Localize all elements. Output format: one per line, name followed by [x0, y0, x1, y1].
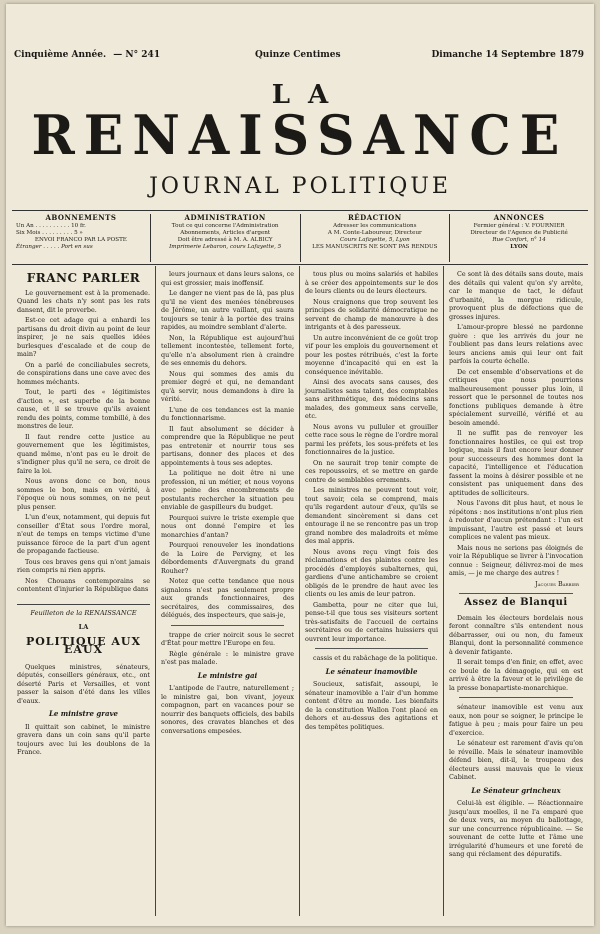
paragraph: sénateur inamovible est venu aux eaux, non pour se soigner, le principe le fatigue à peu ; mais pour faire un peu d'exercice. — [449, 703, 583, 737]
box-abonnements — [12, 214, 151, 262]
paragraph: La politique ne doit être ni une profession, ni un métier, et nous voyons avec peine des encombrements de postulants rechercher la situation peu enviable de gaspilleurs du budget. — [161, 469, 294, 511]
paragraph: Soucieux, satisfait, assoupi, le sénateur inamovible a l'air d'un homme content d'être au monde. Les bienfaits de la constitution Wallon l'ont placé en dehors et au-dessus des agitations et des tempêtes politiques. — [305, 680, 438, 731]
paragraph: tous plus ou moins salariés et habiles à se créer des appointements sur le dos de leurs clients ou de leurs électeurs. — [305, 270, 438, 295]
paragraph: Nous l'avons dit plus haut, et nous le répétons : nos institutions n'ont plus rien à redouter d'aucun prétendant : l'un est impuissant, l'autre est passé et leurs complices ne valent pas mieux. — [449, 499, 583, 541]
paragraph: Le gouvernement est à la promenade. Quand les chats n'y sont pas les rats dansent, dit le proverbe. — [17, 288, 150, 314]
header-bottom-divider — [12, 264, 588, 265]
subheading-senateur-inamovible: Le sénateur inamovible — [325, 666, 418, 676]
paragraph: Pourquoi renouveler les inondations de la Loire de Pervigny, et les débordements d'Auvergnats du grand Rouher? — [161, 541, 294, 575]
box-line: Adresser les communications — [333, 223, 417, 229]
paragraph: L'amour-propre blessé ne pardonne guère : que les arrivés du jour ne l'oublient pas dans leurs relations avec leurs anciens amis qui leur ont fait parfois la courte échelle. — [449, 323, 583, 365]
issue-date: Dimanche 14 Septembre 1879 — [431, 50, 584, 60]
box-line: Directeur de l'Agence de Publicité — [470, 230, 568, 236]
box-line: Rue Confort, n° 14 — [492, 237, 546, 243]
paragraph: Nous craignons que trop souvent les principes de solidarité démocratique ne servent de champ de manœuvre à des intrigants et à des paresseux. — [305, 297, 438, 331]
paragraph: Non, la République est aujourd'hui tellement incontestée, tellement forte, qu'elle n'a absolument rien à craindre de ses ennemis du dehors. — [161, 333, 294, 367]
paragraph: L'un d'eux, notamment, qui depuis fut conseiller d'État sous l'ordre moral, n'eut de temps en temps victime d'une puissance féroce de la part d'un agent de propagande factieuse. — [17, 513, 150, 555]
paragraph: Notez que cette tendance que nous signalons n'est pas seulement propre aux grands fonctionnaires, des secrétaires, des commissaires, des délégués, des inspecteurs, que sais-je, — [161, 577, 294, 619]
feuilleton-label: Feuilleton de la RENAISSANCE — [30, 608, 137, 617]
issue-number: — N° 241 — [113, 50, 161, 60]
paragraph: Gambetta, pour ne citer que lui, pense-t-il que tous ses visiteurs sortent très-satisfaits de l'accueil de certains secrétaires ou de certains huissiers qui ouvrent leur importance. — [305, 600, 438, 643]
paragraph: L'antipode de l'autre, naturellement ; le ministre gai, bon vivant, joyeux compagnon, part en vacances pour se nourrir des banquets officiels, des babils sonores, des cravates blanches et des conversations empesées. — [161, 684, 294, 735]
column-2 — [156, 266, 300, 916]
paragraph: On ne saurait trop tenir compte de ces repoussoirs, et se mettre en garde contre de semblables errements. — [305, 458, 438, 484]
paragraph: Les ministres ne peuvent tout voir, tout savoir, cela se comprend, mais qu'ils regardent autour d'eux, qu'ils se demandent sincèrement si dans cet entourage il ne se rencontre pas un trop grand nombre des maladroits et même des mal appris. — [305, 486, 438, 545]
article-columns — [12, 266, 588, 916]
dateline — [14, 50, 584, 60]
paragraph: Il ne suffit pas de renvoyer les fonctionnaires hostiles, ce qui est trop logique, mais il faut encore leur donner pour successeurs des hommes dont la capacité, l'intelligence et l'éducation fassent la moins à désirer possible et ne consistent pas uniquement dans des aptitudes de solliciteurs. — [449, 429, 583, 497]
subheading-ministre-gai: Le ministre gai — [197, 670, 258, 680]
box-administration-title: ADMINISTRATION — [184, 213, 266, 222]
masthead-article: LA — [271, 80, 347, 110]
box-line: Doit être adressé à M. A. ALBICY — [177, 237, 273, 243]
box-abonnements-title: ABONNEMENTS — [45, 213, 117, 222]
subheading-ministre-grave: Le ministre grave — [48, 709, 119, 718]
article-heading-franc-parler: FRANC PARLER — [26, 271, 141, 285]
box-line: Abonnements, Articles d'argent — [180, 230, 271, 236]
box-line: LYON — [510, 244, 528, 250]
paragraph: Il serait temps d'en finir, en effet, avec ce boule de la démagogie, qui en est arrivé à être la faveur et le privilège de la presse bonapartiste-monarchique. — [449, 658, 583, 692]
box-line: Six Mois . . . . . . . . . 5 » — [16, 230, 83, 236]
paragraph: On a parlé de conciliabules secrets, de conspirations dans une cave avec des hommes méchants. — [17, 360, 150, 386]
masthead-subtitle: JOURNAL POLITIQUE — [149, 174, 451, 199]
masthead-divider — [12, 210, 588, 211]
paragraph: Nous avons vu pulluler et grouiller cette race sous le règne de l'ordre moral parmi les préfets, les sous-préfets et les fonctionnaires de la justice. — [305, 422, 438, 456]
box-annonces — [450, 214, 588, 262]
divider — [171, 625, 284, 626]
box-line: Un An . . . . . . . . . . 10 fr. — [16, 223, 86, 229]
paragraph: Tout, le parti des « légitimistes d'action », est superbe de la bonne cause, et il se trouve qu'ils avaient rendu des points, comme tombillé, à des monstres de leur. — [17, 388, 150, 430]
paragraph: Il faut absolument se décider à comprendre que la République ne peut pas entretenir et nourrir tous ses partisans, donner des places et des appointements à tous ses adeptes. — [161, 424, 294, 467]
paragraph: cassis et du rabâchage de la politique. — [313, 654, 438, 662]
paragraph: De cet ensemble d'observations et de critiques que nous pourrions malheureusement pousser plus loin, il ressort que le personnel de toutes nos fonctions publiques demande à être spécialement surveillé, vérifié et au besoin amendé. — [449, 367, 583, 427]
box-line: Imprimerie Lebaron, cours Lafayette, 5 — [169, 244, 282, 250]
box-line: Tout ce qui concerne l'Administration — [171, 223, 279, 229]
paragraph: Est-ce cet adage qui a enhardi les partisans du droit divin au point de leur inspirer, je ne sais quelles idées burlesques d'escalade et de coup de main? — [17, 316, 150, 358]
paragraph: trappe de crier noircit sous le secret d'État pour mettre l'Europe en feu. — [161, 630, 294, 647]
paragraph: Celui-là est éligible. — Réactionnaire jusqu'aux moelles, il ne l'a emparé que de deux vers, au moyen du ballottage, sur une concurrence républicaine. — Se souvenant de cette lutte et l'âme une irrégularité d'humeurs et une foreté de sang qui réclament des dépuratifs. — [449, 799, 583, 858]
newspaper-page — [6, 4, 594, 926]
paragraph: Pourquoi suivre le triste exemple que nous ont donné l'empire et les monarchies d'antan? — [161, 513, 294, 539]
paragraph: Règle générale : le ministre grave n'est pas malade. — [161, 649, 294, 666]
box-administration — [151, 214, 301, 262]
paragraph: Tous ces braves gens qui n'ont jamais rien compris ni rien appris. — [17, 557, 150, 574]
column-1 — [12, 266, 156, 916]
box-line: Étranger . . . . . Port en sus — [16, 244, 93, 250]
paragraph: L'une de ces tendances est la manie du fonctionnarisme. — [161, 405, 294, 422]
column-4 — [444, 266, 588, 916]
edition-year: Cinquième Année. — [14, 50, 107, 60]
subheading-senateur-grincheux: Le Sénateur grincheux — [471, 785, 561, 795]
paragraph: Ce sont là des détails sans doute, mais des détails qui valent qu'on s'y arrête, car le manque de tact, le défaut d'urbanité, la morgue ridicule, provoquent plus de défections que de grosses injures. — [449, 270, 583, 321]
paragraph: Nous qui sommes des amis du premier degré et qui, ne demandant qu'à servir, nous demandons à dire la vérité. — [161, 369, 294, 403]
box-line: Fermier général : V. FOURNIER — [473, 223, 565, 229]
feuilleton-title: POLITIQUE AUX EAUX — [25, 634, 142, 656]
box-redaction — [301, 214, 451, 262]
box-line: Cours Lafayette, 5, Lyon — [339, 237, 410, 243]
article-heading-assez-de-blanqui: Assez de Blanqui — [464, 597, 568, 608]
article-author: Jacques Barbier — [535, 579, 579, 588]
box-line: A M. Conte-Laboureur, Directeur — [327, 230, 422, 236]
info-boxes — [12, 214, 588, 262]
divider — [459, 697, 573, 698]
paragraph: Le sénateur est rarement d'avis qu'on le réveille. Mais le sénateur inamovible défend bien, dit-il, le troupeau des électeurs aussi mauvais que le vieux Cabinet. — [449, 739, 583, 781]
paragraph: Demain les électeurs bordelais nous feront connaître s'ils entendent nous débarrasser, oui ou non, du fameux Blanqui, dont la personnalité commence à devenir fatigante. — [449, 613, 583, 656]
paragraph: Quelques ministres, sénateurs, députés, conseillers généraux, etc., ont déserté Paris et Versailles, et vont passer la saison d'été dans les villes d'eaux. — [17, 662, 150, 705]
paragraph: Un autre inconvénient de ce goût trop vif pour les emplois du gouvernement et pour les postes rétribués, c'est la forte moyenne d'incapacité qui en est la conséquence inévitable. — [305, 333, 438, 376]
box-annonces-title: ANNONCES — [493, 213, 545, 222]
paragraph: Nous avons donc ce bon, nous sommes le bon, mais en vérité, à l'époque où nous sommes, on ne peut plus penser. — [17, 477, 150, 511]
feuilleton-article: LA — [78, 623, 89, 631]
paragraph: Nos Chouans contemporains se contentent d'injurier la République dans — [17, 576, 150, 593]
box-line: LES MANUSCRITS NE SONT PAS RENDUS — [312, 244, 438, 250]
price: Quinze Centimes — [254, 50, 341, 60]
divider — [315, 648, 428, 649]
masthead — [6, 80, 594, 168]
paragraph: Ainsi des avocats sans causes, des journalistes sans talent, des comptables sans arithmétique, des médecins sans malades, des gommeux sans cervelle, etc. — [305, 378, 438, 420]
divider — [459, 593, 573, 594]
paragraph: leurs journaux et dans leurs salons, ce qui est grossier, mais inoffensif. — [161, 270, 294, 287]
paragraph: Il quittait son cabinet, le ministre gravera dans un coin sans qu'il parte toujours avec lui les doublons de la France. — [17, 722, 150, 756]
box-line: ENVOI FRANCO PAR LA POSTE — [34, 237, 127, 243]
feuilleton — [17, 604, 150, 757]
paragraph: Mais nous ne serions pas éloignés de voir la République se livrer à l'invocation connue : Seigneur, délivrez-moi de mes amis, — je me charge des autres ! — [449, 543, 583, 577]
paragraph: Nous avons reçu vingt fois des réclamations et des plaintes contre les procédés d'employés subalternes, qui, gardiens d'une antichambre se croient obligés de le prendre de haut avec les clients ou les amis de leur patron. — [305, 547, 438, 598]
paragraph: Le danger ne vient pas de là, pas plus qu'il ne vient des menées ténébreuses de Jérôme, un autre vaillant, qui saura toujours se tenir à la portée des trains rapides, au moindre semblant d'alerte. — [161, 289, 294, 331]
paragraph: Il faut rendre cette justice au gouvernement que les légitimistes, quand même, n'ont pas eu le droit de s'indigner plus qu'il ne sera, ce droit de faire la loi. — [17, 432, 150, 475]
column-3 — [300, 266, 444, 916]
box-redaction-title: RÉDACTION — [347, 213, 402, 222]
masthead-name: RENAISSANCE — [31, 103, 569, 168]
